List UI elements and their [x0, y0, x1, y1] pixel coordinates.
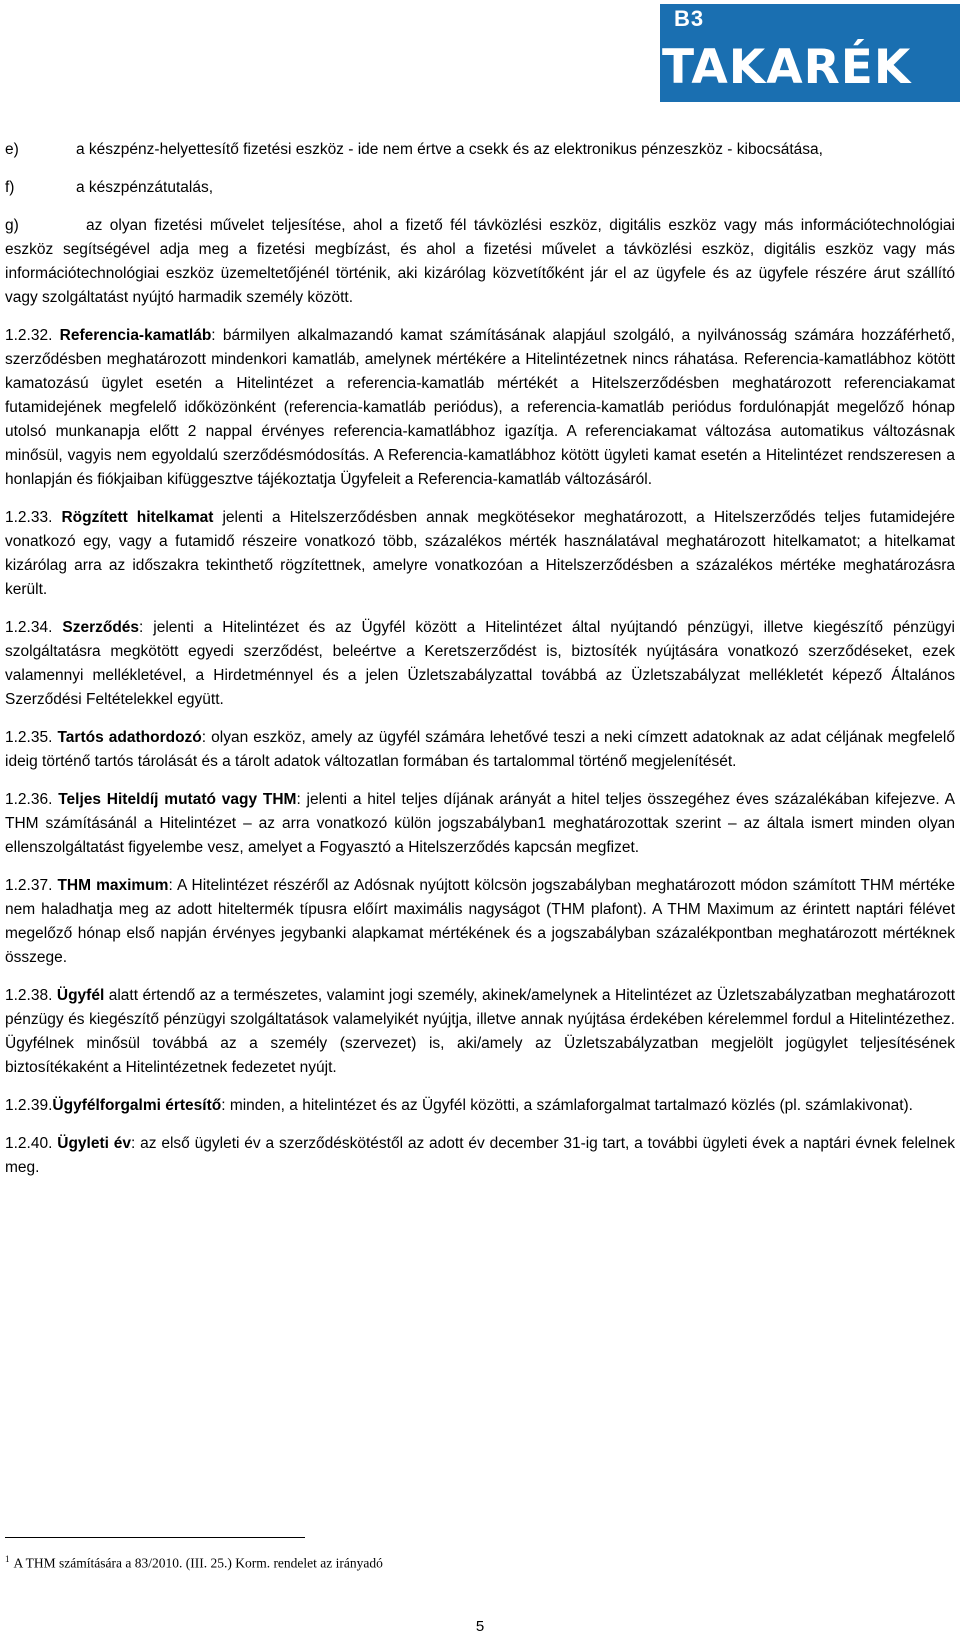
definition-1-2-36 [5, 788, 955, 860]
definition-1-2-37 [5, 874, 955, 970]
list-text: a készpénzátutalás, [76, 179, 214, 196]
document-body [5, 138, 955, 1194]
footnote-text: A THM számítására a 83/2010. (III. 25.) Korm. rendelet az irányadó [13, 1555, 383, 1571]
definition-text: : jelenti a Hitelintézet és az Ügyfél között a Hitelintézet által nyújtandó pénzügyi, illetve kiegészítő pénzügyi szolgáltatásra megkötött egyedi szerződést, beleértve a Keretszerződést is, biztosíték nyújtására vonatkozó szerződéseket, ezek valamennyi mellékletével, a Hirdetménnyel és a jelen Üzletszabályzattal továbbá az Üzletszabályzat mellékletét képező Általános Szerződési Feltételekkel együtt. [5, 619, 955, 708]
list-label: e) [5, 141, 19, 158]
definition-term: Szerződés [62, 619, 140, 636]
definition-text: : minden, a hitelintézet és az Ügyfél közötti, a számlaforgalmat tartalmazó közlés (pl. számlakivonat). [221, 1097, 913, 1114]
definition-number: 1.2.32. [5, 327, 53, 344]
definition-number: 1.2.39. [5, 1097, 53, 1114]
logo-b3-text: B3 [674, 6, 705, 31]
definition-term: Ügyfélforgalmi értesítő [52, 1097, 222, 1114]
footnote-divider [5, 1537, 305, 1538]
page-number: 5 [475, 1618, 485, 1635]
definition-number: 1.2.36. [5, 791, 53, 808]
definition-term: Referencia-kamatláb [59, 327, 212, 344]
definition-1-2-38 [5, 984, 955, 1080]
definition-1-2-32 [5, 324, 955, 492]
definition-number: 1.2.40. [5, 1135, 53, 1152]
definition-text: alatt értendő az a természetes, valamint jogi személy, akinek/amelynek a Hitelintézet az Üzletszabályzatban meghatározott pénzügy és kiegészítő pénzügyi szolgáltatások valamelyikét nyújtja, illetve annak nyújtása érdekében kérelemmel fordul a Hitelintézethez. Ügyfélnek minősül továbbá az a személy (szervezet) is, aki/amely az Üzletszabályzatban megjelölt jogügylet teljesítésének biztosítékaként a Hitelintézetnek fedezetet nyújt. [5, 987, 955, 1076]
list-item-e [5, 138, 955, 162]
definition-term: Ügyleti év [57, 1135, 132, 1152]
list-label: f) [5, 179, 15, 196]
definition-number: 1.2.38. [5, 987, 53, 1004]
definition-number: 1.2.37. [5, 877, 53, 894]
definition-term: Rögzített hitelkamat [61, 509, 214, 526]
definition-1-2-40 [5, 1132, 955, 1180]
footnote-marker: 1 [5, 1554, 10, 1564]
definition-term: Teljes Hiteldíj mutató vagy THM [58, 791, 297, 808]
list-item-f [5, 176, 955, 200]
footnote [5, 1549, 905, 1574]
definition-text: : jelenti a hitel teljes díjának arányát a hitel teljes összegéhez éves százalékában kifejezve. A THM számításánál a Hitelintézet – az arra vonatkozó külön jogszabályban1 meghatározottak szerint – az általa ismert minden olyan ellenszolgáltatást figyelembe vesz, amelyet a Fogyasztó a Hitelszerződés kapcsán megfizet. [5, 791, 955, 856]
definition-term: THM maximum [57, 877, 169, 894]
definition-1-2-34 [5, 616, 955, 712]
definition-1-2-39 [5, 1094, 955, 1118]
definition-text: : az első ügyleti év a szerződéskötéstől az adott év december 31-ig tart, a további ügyleti évek a naptári évnek felelnek meg. [5, 1135, 955, 1176]
definition-term: Tartós adathordozó [57, 729, 202, 746]
definition-text: jelenti a Hitelszerződésben annak megkötésekor meghatározott, a Hitelszerződés teljes futamidejére vonatkozó egy, vagy a futamidő részeire vonatkozó több, százalékos mérték használatával meghatározott hitelkamatot; a hitelkamat kizárólag arra az időszakra tekinthető rögzítettnek, amelyre vonatkozóan a Hitelszerződésben a százalékos mértéke meghatározásra került. [5, 509, 956, 598]
list-text: az olyan fizetési művelet teljesítése, ahol a fizető fél távközlési eszköz, digitális eszköz vagy más információtechnológiai eszköz segítségével adja meg a fizetési megbízást, és ahol a fizetési művelet a távközlési eszköz, digitális eszköz vagy más információtechnológiai eszköz üzemeltetőjénél történik, aki kizárólag közvetítőként jár el az ügyfele és az ügyfele részére árut szállító vagy szolgáltatást nyújtó harmadik személy között. [5, 217, 955, 306]
list-text: a készpénz-helyettesítő fizetési eszköz - ide nem értve a csekk és az elektronikus pénzeszköz - kibocsátása, [76, 141, 823, 158]
b3-takarek-logo [660, 4, 960, 102]
definition-text: : olyan eszköz, amely az ügyfél számára lehetővé teszi a neki címzett adatoknak az adat céljának megfelelő ideig történő tartós tárolását és a tárolt adatok változatlan formában és tartalommal történő megjelenítését. [5, 729, 955, 770]
definition-number: 1.2.35. [5, 729, 53, 746]
definition-text: : A Hitelintézet részéről az Adósnak nyújtott kölcsön jogszabályban meghatározott módon számított THM mértéke nem haladhatja meg az adott hiteltermék típusra előírt maximális nagyságot (THM plafont). A THM Maximum az érintett naptári félévet megelőző hónap első napján érvényes jegybanki alapkamat mértékének és a jogszabályban százalékpontban meghatározott mértéknek összege. [5, 877, 956, 966]
definition-1-2-33 [5, 506, 955, 602]
logo-takarek-text: TAKARÉK [662, 40, 912, 95]
definition-text: : bármilyen alkalmazandó kamat számításának alapjául szolgáló, a nyilvánosság számára hozzáférhető, szerződésben meghatározott mindenkori kamatláb, amelynek mértékére a Hitelintézetnek nincs ráhatása. Referencia-kamatlábhoz kötött kamatozású ügylet esetén a Hitelintézet a referencia-kamatláb mértékét a Hitelszerződésben meghatározott referenciakamat futamidejének megfelelő időközönként (referencia-kamatláb periódus), a referencia-kamatláb periódus fordulónapját megelőző hónap utolsó munkanapja előtt 2 nappal érvényes referencia-kamatlábhoz igazítja. A referenciakamat változása automatikus változásnak minősül, vagyis nem egyoldalú szerződésmódosítás. A Referencia-kamatlábhoz kötött ügyleti kamat esetén a Hitelintézet rendszeresen a honlapján és fiókjaiban kifüggesztve tájékoztatja Ügyfeleit a Referencia-kamatláb változásáról. [5, 327, 956, 488]
definition-number: 1.2.33. [5, 509, 53, 526]
list-item-g [5, 214, 955, 310]
definition-1-2-35 [5, 726, 955, 774]
list-label: g) [5, 217, 19, 234]
definition-number: 1.2.34. [5, 619, 53, 636]
definition-term: Ügyfél [56, 987, 105, 1004]
